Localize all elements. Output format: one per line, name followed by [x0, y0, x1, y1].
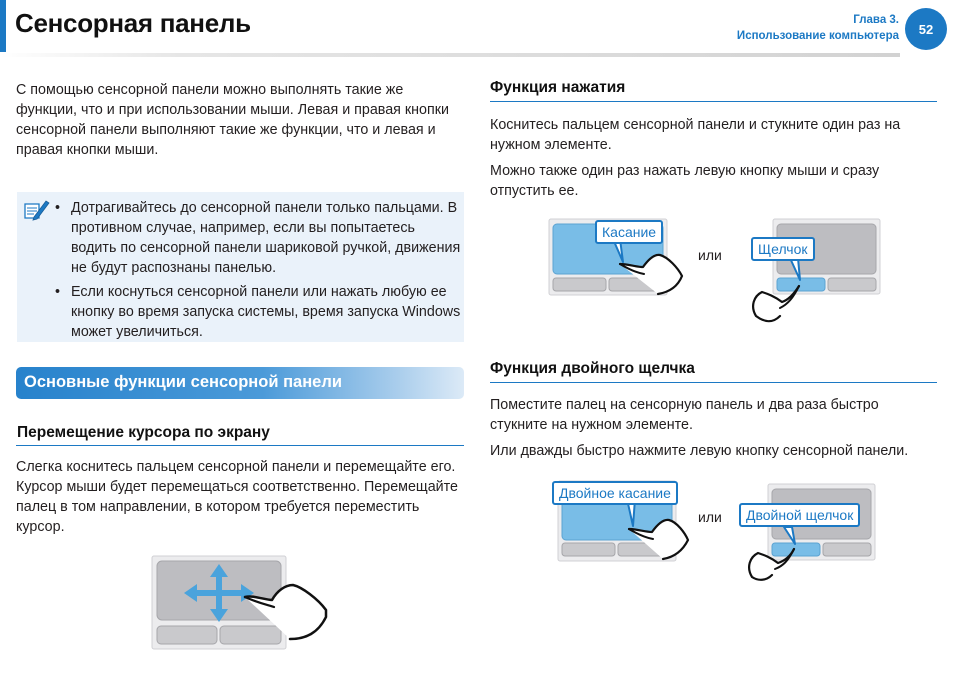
or-label: или: [698, 247, 722, 263]
click-callout: Щелчок: [751, 237, 815, 261]
tap-callout: Касание: [595, 220, 663, 244]
note-item: • Если коснуться сенсорной панели или нажать любую ее кнопку во время запуска системы, время запуска Windows может увеличиться.: [52, 282, 462, 342]
double-click-heading: Функция двойного щелчка: [490, 360, 695, 377]
note-item: • Дотрагивайтесь до сенсорной панели только пальцами. В противном случае, например, если вы попытаетесь водить по сенсорной панели шариковой ручкой, движения не будут распознаны панелью.: [52, 198, 462, 278]
double-click-paragraph-2: Или дважды быстро нажмите левую кнопку сенсорной панели.: [490, 443, 909, 459]
page-number-badge: 52: [905, 8, 947, 50]
chapter-title: Использование компьютера: [736, 30, 899, 42]
section-title: Основные функции сенсорной панели: [24, 373, 342, 391]
tap-paragraph-2: Можно также один раз нажать левую кнопку мыши и сразу отпустить ее.: [490, 163, 880, 199]
note-list: [52, 198, 462, 346]
tap-heading: Функция нажатия: [490, 79, 626, 96]
chapter-label: [737, 12, 899, 44]
header-accent-bar: [0, 0, 6, 52]
double-click-callout: Двойной щелчок: [739, 503, 860, 527]
or-label: или: [698, 509, 722, 525]
pencil-note-icon: [22, 198, 50, 224]
touchpad-move-illustration: [150, 555, 335, 650]
cursor-heading-rule: [16, 445, 464, 446]
double-click-paragraph-1: Поместите палец на сенсорную панель и два раза быстро стукните на нужном элементе.: [490, 397, 879, 433]
double-tap-callout: Двойное касание: [552, 481, 678, 505]
double-click-heading-rule: [490, 382, 937, 383]
cursor-paragraph: Слегка коснитесь пальцем сенсорной панели и перемещайте его. Курсор мыши будет перемещаться соответственно. Перемещайте палец в том направлении, в котором требуется переместить курсор.: [16, 459, 458, 535]
cursor-heading: Перемещение курсора по экрану: [17, 424, 270, 441]
touchpad-click-illustration: [742, 218, 882, 328]
tap-paragraph-1: Коснитесь пальцем сенсорной панели и стукните один раз на нужном элементе.: [490, 117, 901, 153]
tap-heading-rule: [490, 101, 937, 102]
page-title: Сенсорная панель: [15, 8, 251, 38]
touchpad-double-click-illustration: [738, 483, 878, 583]
intro-paragraph: С помощью сенсорной панели можно выполнять такие же функции, что и при использовании мыши. Левая и правая кнопки сенсорной панели выполняют такие же функции, что и левая и правая кнопки мыши.: [16, 82, 449, 158]
header-divider: [0, 53, 900, 57]
chapter-number: Глава 3.: [853, 14, 899, 26]
